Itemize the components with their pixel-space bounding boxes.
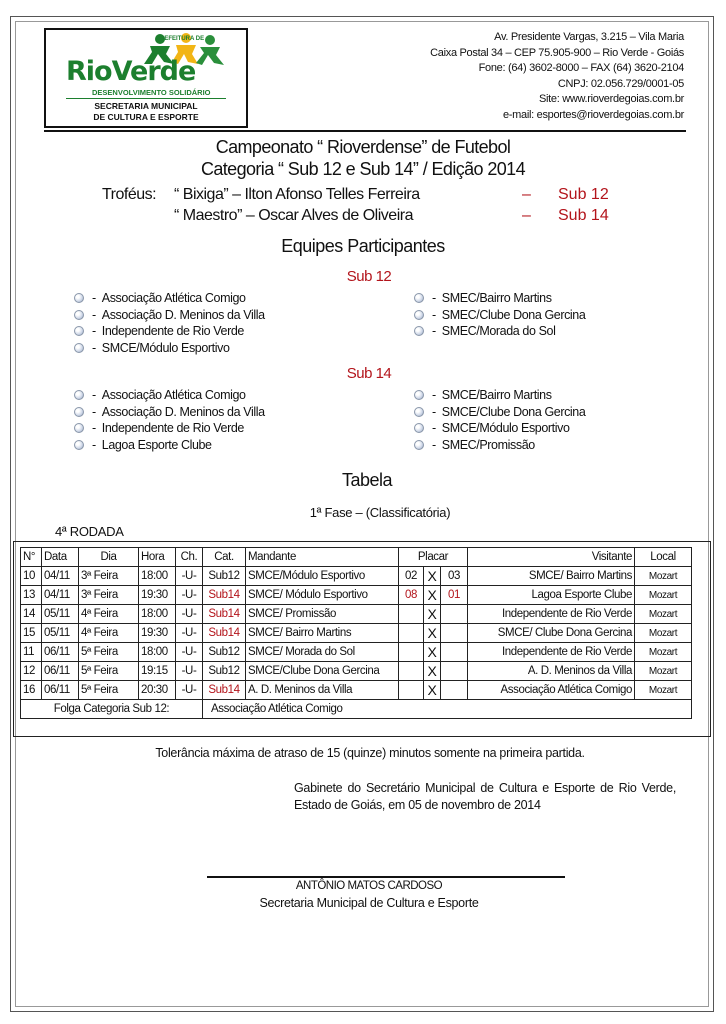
table-row	[21, 624, 692, 643]
cell-local: Mozart	[635, 624, 692, 643]
cell-time: 19:15	[139, 662, 176, 681]
col-away-header: Visitante	[468, 548, 635, 567]
cell-as	[441, 643, 468, 662]
list-item: - SMCE/Bairro Martins	[414, 387, 585, 404]
sub14-heading: Sub 14	[346, 365, 392, 382]
tolerance-note: Tolerância máxima de atraso de 15 (quinze) minutos somente na primeira partida.	[155, 746, 585, 760]
contact-phone: Fone: (64) 3602-8000 – FAX (64) 3620-2104	[478, 62, 684, 75]
trophy-1-dash: –	[522, 186, 531, 203]
list-item: - SMCE/Módulo Esportivo	[74, 340, 265, 357]
cell-day: 4ª Feira	[79, 624, 139, 643]
cell-cat: Sub14	[203, 681, 246, 700]
cell-as: 01	[441, 586, 468, 605]
col-date-header: Data	[42, 548, 79, 567]
signature-role: Secretaria Municipal de Cultura e Esporte	[259, 896, 479, 910]
sub14-left-list	[74, 387, 265, 453]
cell-cat: Sub12	[203, 662, 246, 681]
cell-day: 4ª Feira	[79, 605, 139, 624]
cell-away: Lagoa Esporte Clube	[468, 586, 635, 605]
logo-box	[44, 28, 248, 128]
logo-secretaria-2: DE CULTURA E ESPORTE	[93, 112, 199, 122]
ball-icon	[74, 390, 84, 400]
cell-home: SMCE/ Morada do Sol	[246, 643, 399, 662]
col-local-header: Local	[635, 548, 692, 567]
signature-line	[207, 876, 565, 878]
cell-time: 20:30	[139, 681, 176, 700]
cell-ch: -U-	[176, 662, 203, 681]
closing-text: Gabinete do Secretário Municipal de Cultura e Esporte de Rio Verde, Estado de Goiás, em 05 de novembro de 2014	[294, 781, 676, 812]
cell-home: SMCE/ Módulo Esportivo	[246, 586, 399, 605]
cell-cat: Sub14	[203, 605, 246, 624]
ball-icon	[74, 293, 84, 303]
cell-as: 03	[441, 567, 468, 586]
cell-hs	[399, 605, 424, 624]
ball-icon	[74, 326, 84, 336]
ball-icon	[414, 293, 424, 303]
cell-id: 15	[21, 624, 42, 643]
table-row	[21, 662, 692, 681]
folga-label: Folga Categoria Sub 12:	[21, 700, 203, 719]
sub12-heading: Sub 12	[346, 268, 392, 285]
list-item: - SMCE/Módulo Esportivo	[414, 420, 585, 437]
sub12-right-list	[414, 290, 585, 340]
cell-as	[441, 624, 468, 643]
header-divider	[44, 130, 686, 132]
cell-date: 06/11	[42, 681, 79, 700]
cell-ch: -U-	[176, 681, 203, 700]
table-heading: Tabela	[341, 470, 393, 490]
ball-icon	[74, 407, 84, 417]
sub12-left-list	[74, 290, 265, 356]
cell-day: 5ª Feira	[79, 662, 139, 681]
col-home-header: Mandante	[246, 548, 399, 567]
col-cat-header: Cat.	[203, 548, 246, 567]
cell-id: 14	[21, 605, 42, 624]
table-row	[21, 681, 692, 700]
cell-away: SMCE/ Clube Dona Gercina	[468, 624, 635, 643]
cell-as	[441, 662, 468, 681]
table-row	[21, 605, 692, 624]
cell-away: Associação Atlética Comigo	[468, 681, 635, 700]
signature-name: ANTÔNIO MATOS CARDOSO	[295, 880, 443, 892]
cell-local: Mozart	[635, 567, 692, 586]
table-row	[21, 567, 692, 586]
list-item: - SMEC/Bairro Martins	[414, 290, 585, 307]
cell-time: 19:30	[139, 624, 176, 643]
cell-local: Mozart	[635, 586, 692, 605]
cell-date: 05/11	[42, 624, 79, 643]
ball-icon	[74, 423, 84, 433]
list-item: - Independente de Rio Verde	[74, 323, 265, 340]
list-item: - Associação D. Meninos da Villa	[74, 307, 265, 324]
trophy-1-name: “ Bixiga” – Ilton Afonso Telles Ferreira	[174, 186, 420, 203]
cell-hs	[399, 662, 424, 681]
cell-ch: -U-	[176, 605, 203, 624]
ball-icon	[414, 407, 424, 417]
contact-site: Site: www.rioverdegoias.com.br	[538, 93, 684, 106]
cell-date: 06/11	[42, 643, 79, 662]
cell-as	[441, 681, 468, 700]
cell-day: 3ª Feira	[79, 586, 139, 605]
cell-hs: 08	[399, 586, 424, 605]
col-score-header: Placar	[399, 548, 468, 567]
cell-day: 5ª Feira	[79, 681, 139, 700]
logo-secretaria-1: SECRETARIA MUNICIPAL	[94, 101, 198, 111]
cell-away: A. D. Meninos da Villa	[468, 662, 635, 681]
cell-home: SMCE/Clube Dona Gercina	[246, 662, 399, 681]
contact-cnpj: CNPJ: 02.056.729/0001-05	[557, 77, 684, 90]
cell-home: SMCE/Módulo Esportivo	[246, 567, 399, 586]
col-id-header: N°	[21, 548, 42, 567]
cell-cat: Sub14	[203, 586, 246, 605]
ball-icon	[74, 310, 84, 320]
cell-x: X	[424, 605, 441, 624]
cell-id: 13	[21, 586, 42, 605]
contact-address: Av. Presidente Vargas, 3.215 – Vila Maria	[494, 31, 684, 43]
list-item: - SMEC/Clube Dona Gercina	[414, 307, 585, 324]
ball-icon	[74, 440, 84, 450]
page-title: Campeonato “ Rioverdense” de Futebol	[215, 137, 511, 157]
cell-ch: -U-	[176, 643, 203, 662]
cell-hs	[399, 624, 424, 643]
list-item: - Associação Atlética Comigo	[74, 290, 265, 307]
cell-hs	[399, 643, 424, 662]
cell-id: 16	[21, 681, 42, 700]
cell-time: 18:00	[139, 643, 176, 662]
cell-id: 12	[21, 662, 42, 681]
trophy-2-name: “ Maestro” – Oscar Alves de Oliveira	[174, 207, 413, 224]
cell-day: 5ª Feira	[79, 643, 139, 662]
cell-x: X	[424, 681, 441, 700]
table-row	[21, 586, 692, 605]
cell-time: 18:00	[139, 567, 176, 586]
list-item: - Independente de Rio Verde	[74, 420, 265, 437]
cell-cat: Sub12	[203, 567, 246, 586]
list-item: - Associação D. Meninos da Villa	[74, 404, 265, 421]
cell-home: SMCE/ Bairro Martins	[246, 624, 399, 643]
ball-icon	[414, 326, 424, 336]
trophy-1-category: Sub 12	[558, 186, 609, 203]
cell-local: Mozart	[635, 605, 692, 624]
cell-time: 18:00	[139, 605, 176, 624]
list-item: - SMEC/Morada do Sol	[414, 323, 585, 340]
round-label: 4ª RODADA	[55, 524, 124, 539]
logo-prefeitura: PREFEITURA DE	[156, 36, 205, 42]
cell-cat: Sub14	[203, 624, 246, 643]
cell-date: 05/11	[42, 605, 79, 624]
folga-row	[21, 700, 692, 719]
cell-away: Independente de Rio Verde	[468, 643, 635, 662]
ball-icon	[414, 390, 424, 400]
cell-x: X	[424, 567, 441, 586]
cell-x: X	[424, 586, 441, 605]
cell-as	[441, 605, 468, 624]
cell-home: A. D. Meninos da Villa	[246, 681, 399, 700]
logo-tagline: DESENVOLVIMENTO SOLIDÁRIO	[92, 88, 211, 97]
cell-date: 06/11	[42, 662, 79, 681]
phase-label: 1ª Fase – (Classificatória)	[309, 505, 451, 520]
cell-home: SMCE/ Promissão	[246, 605, 399, 624]
cell-id: 11	[21, 643, 42, 662]
cell-time: 19:30	[139, 586, 176, 605]
cell-ch: -U-	[176, 567, 203, 586]
list-item: - SMCE/Clube Dona Gercina	[414, 404, 585, 421]
ball-icon	[414, 423, 424, 433]
cell-day: 3ª Feira	[79, 567, 139, 586]
contact-email: e-mail: esportes@rioverdegoias.com.br	[502, 108, 684, 121]
cell-cat: Sub12	[203, 643, 246, 662]
logo-name: RioVerde	[66, 56, 196, 87]
games-table	[20, 547, 692, 719]
cell-hs	[399, 681, 424, 700]
cell-local: Mozart	[635, 681, 692, 700]
cell-local: Mozart	[635, 662, 692, 681]
cell-away: SMCE/ Bairro Martins	[468, 567, 635, 586]
col-time-header: Hora	[139, 548, 176, 567]
cell-date: 04/11	[42, 567, 79, 586]
page-subtitle: Categoria “ Sub 12 e Sub 14” / Edição 2014	[200, 159, 526, 179]
ball-icon	[414, 310, 424, 320]
trophies-label: Troféus:	[102, 186, 157, 203]
contact-postal: Caixa Postal 34 – CEP 75.905-900 – Rio Verde - Goiás	[430, 46, 684, 59]
list-item: - Associação Atlética Comigo	[74, 387, 265, 404]
cell-ch: -U-	[176, 624, 203, 643]
cell-away: Independente de Rio Verde	[468, 605, 635, 624]
col-day-header: Dia	[79, 548, 139, 567]
sub14-right-list	[414, 387, 585, 453]
folga-team: Associação Atlética Comigo	[203, 700, 692, 719]
cell-x: X	[424, 643, 441, 662]
cell-id: 10	[21, 567, 42, 586]
cell-local: Mozart	[635, 643, 692, 662]
cell-hs: 02	[399, 567, 424, 586]
cell-date: 04/11	[42, 586, 79, 605]
col-ch-header: Ch.	[176, 548, 203, 567]
list-item: - Lagoa Esporte Clube	[74, 437, 265, 454]
teams-heading: Equipes Participantes	[281, 236, 445, 256]
trophy-2-category: Sub 14	[558, 207, 609, 224]
contact-block	[430, 30, 684, 124]
table-header-row	[21, 548, 692, 567]
ball-icon	[74, 343, 84, 353]
list-item: - SMEC/Promissão	[414, 437, 585, 454]
cell-x: X	[424, 662, 441, 681]
ball-icon	[414, 440, 424, 450]
table-row	[21, 643, 692, 662]
trophy-2-dash: –	[522, 207, 531, 224]
games-table-frame	[13, 541, 711, 737]
cell-x: X	[424, 624, 441, 643]
cell-ch: -U-	[176, 586, 203, 605]
